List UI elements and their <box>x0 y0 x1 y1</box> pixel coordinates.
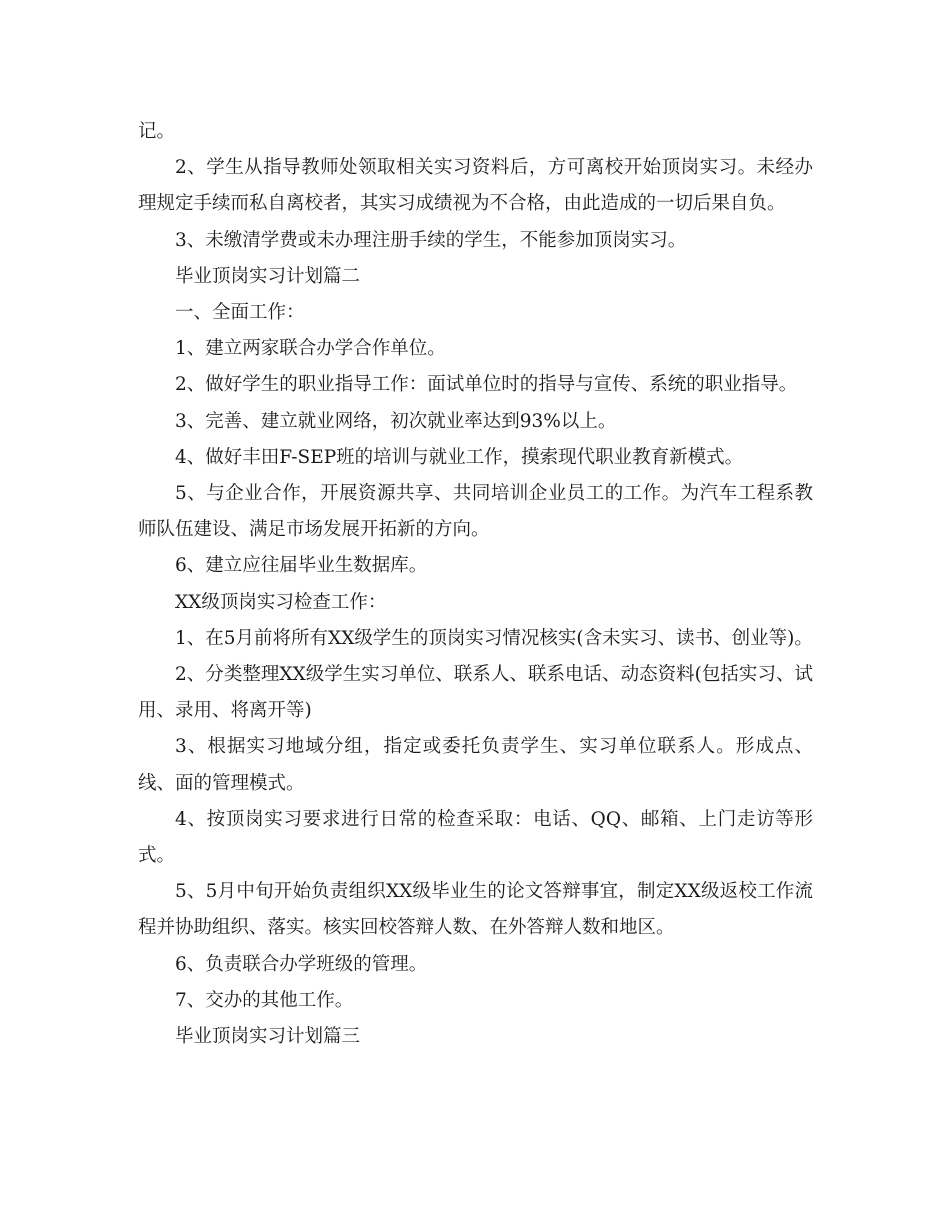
section-heading: 毕业顶岗实习计划篇二 <box>175 265 361 287</box>
paragraph-item: 3、完善、建立就业网络，初次就业率达到93%以上。 <box>175 410 617 432</box>
paragraph-item: 5、5月中旬开始负责组织XX级毕业生的论文答辩事宜，制定XX级返校工作流程并协助组织、落实。核实回校答辩人数、在外答辩人数和地区。 <box>138 881 813 939</box>
paragraph-item: 5、与企业合作，开展资源共享、共同培训企业员工的工作。为汽车工程系教师队伍建设、满足市场发展开拓新的方向。 <box>138 483 813 541</box>
subsection-heading: 一、全面工作： <box>175 302 305 324</box>
paragraph-item: 4、做好丰田F-SEP班的培训与就业工作，摸索现代职业教育新模式。 <box>175 446 744 468</box>
paragraph-continuation: 记。 <box>138 121 176 142</box>
paragraph-item: 2、分类整理XX级学生实习单位、联系人、联系电话、动态资料(包括实习、试用、录用、将离开等) <box>138 664 813 722</box>
section-heading: 毕业顶岗实习计划篇三 <box>175 1026 361 1048</box>
paragraph-item: 2、学生从指导教师处领取相关实习资料后，方可离校开始顶岗实习。未经办理规定手续而私自离校者，其实习成绩视为不合格，由此造成的一切后果自负。 <box>138 157 813 215</box>
paragraph-item: 1、在5月前将所有XX级学生的顶岗实习情况核实(含未实习、读书、创业等)。 <box>175 627 813 649</box>
paragraph-item: 6、负责联合办学班级的管理。 <box>175 953 428 975</box>
paragraph-item: 2、做好学生的职业指导工作：面试单位时的指导与宣传、系统的职业指导。 <box>175 374 798 396</box>
paragraph-item: 6、建立应往届毕业生数据库。 <box>175 555 428 577</box>
paragraph-item: 3、根据实习地域分组，指定或委托负责学生、实习单位联系人。形成点、线、面的管理模式。 <box>138 736 813 794</box>
paragraph-item: 4、按顶岗实习要求进行日常的检查采取：电话、QQ、邮箱、上门走访等形式。 <box>138 808 813 867</box>
document-body <box>138 114 813 1055</box>
paragraph-item: 1、建立两家联合办学合作单位。 <box>175 338 446 360</box>
paragraph-item: 3、未缴清学费或未办理注册手续的学生，不能参加顶岗实习。 <box>175 229 687 251</box>
subsection-heading: XX级顶岗实习检查工作： <box>175 591 387 613</box>
paragraph-item: 7、交办的其他工作。 <box>175 989 354 1011</box>
